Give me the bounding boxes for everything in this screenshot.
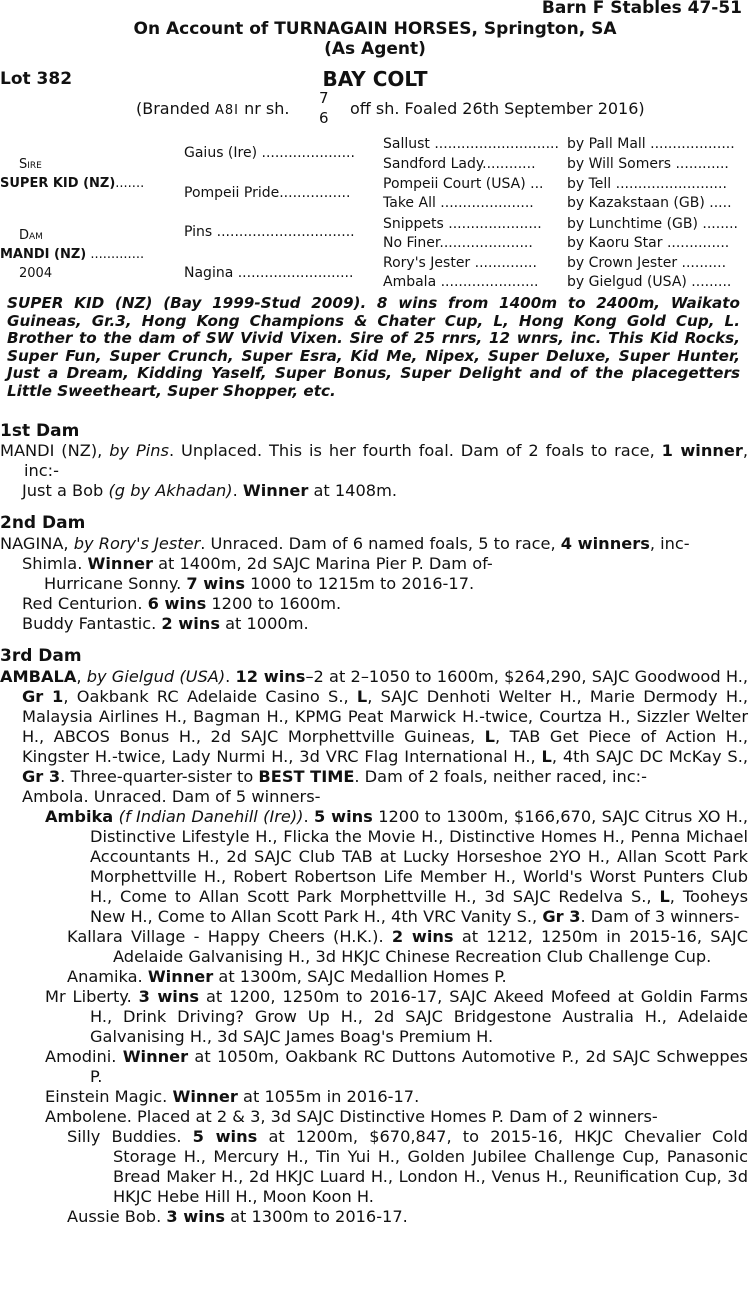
great-grand-progeny: Kallara Village - Happy Cheers (H.K.). 2 wins at 1212, 1250m in 2015-16, SAJC Adelaide Galvanising H., 3d HKJC Chinese Recreation Club Challenge Cup.: [67, 927, 748, 966]
grand-progeny: Mr Liberty. 3 wins at 1200, 1250m to 2016-17, SAJC Akeed Mofeed at Goldin Farms H., Drink Driving? Grow Up H., 2d SAJC Bridgestone Australia H., Adelaide Galvanising H., 3d SAJC James Boag's Premium H.: [45, 987, 748, 1046]
agent-line: (As Agent): [324, 39, 426, 59]
grand-progeny: Amodini. Winner at 1050m, Oakbank RC Duttons Automotive P., 2d SAJC Schweppes P.: [45, 1047, 748, 1086]
g2-item: Snippets .....................: [383, 216, 542, 232]
g3-item: by Pall Mall ...................: [567, 136, 735, 152]
branded-line: [136, 99, 289, 118]
g1-item: Pompeii Pride................: [184, 185, 351, 201]
g1-item: Pins ...............................: [184, 224, 355, 240]
third-dam-progeny: Ambola. Unraced. Dam of 5 winners-: [22, 787, 321, 806]
g2-item: Sallust ............................: [383, 136, 559, 152]
second-dam-progeny: Buddy Fantastic. 2 wins at 1000m.: [22, 614, 309, 633]
g2-item: No Finer.....................: [383, 235, 533, 251]
g3-item: by Will Somers ............: [567, 156, 729, 172]
second-dam-heading: 2nd Dam: [0, 513, 86, 533]
fraction-bottom: 6: [319, 109, 329, 127]
g3-item: by Kaoru Star ..............: [567, 235, 730, 251]
great-grand-progeny: Silly Buddies. 5 wins at 1200m, $670,847, to 2015-16, HKJC Chevalier Cold Storage H., Mercury H., Tin Yui H., Golden Jubilee Challenge Cup, Panasonic Bread Maker H., 2d HKJC Luard H., London H., Venus H., Reunification Cup, 3d HKJC Hebe Hill H., Moon Koon H.: [67, 1127, 749, 1206]
branded-prefix: (Branded: [136, 99, 210, 118]
great-grand-progeny: Aussie Bob. 3 wins at 1300m to 2016-17.: [67, 1207, 408, 1226]
fraction-top: 7: [319, 89, 329, 107]
first-dam-section: [0, 441, 748, 501]
first-dam-heading: 1st Dam: [0, 421, 80, 441]
sire-description: SUPER KID (NZ) (Bay 1999-Stud 2009). 8 wins from 1400m to 2400m, Waikato Guineas, Gr.3, Hong Kong Champions & Chater Cup, L, Hong Kong Gold Cup, L. Brother to the dam of SW Vivid Vixen. Sire of 25 rnrs, 12 wnrs, inc. This Kid Rocks, Super Fun, Super Crunch, Super Esra, Kid Me, Nipex, Super Deluxe, Super Hunter, Just a Dream, Kidding Yaself, Super Bonus, Super Delight and of the placegetters Little Sweetheart, Super Shopper, etc.: [7, 294, 740, 400]
dam-label: Dam: [19, 228, 43, 243]
third-dam-entry: AMBALA, by Gielgud (USA). 12 wins–2 at 2–1050 to 1600m, $264,290, SAJC Goodwood H., Gr 1, Oakbank RC Adelaide Casino S., L, SAJC Denhoti Welter H., Marie Dermody H., Malaysia Airlines H., Bagman H., KPMG Peat Marwick H.-twice, Courtza H., Sizzler Welter H., ABCOS Bonus H., 2d SAJC Morphettville Guineas, L, TAB Get Piece of Action H., Kingster H.-twice, Lady Nurmi H., 3d VRC Flag International H., L, 4th SAJC DC McKay S., Gr 3. Three-quarter-sister to BEST TIME. Dam of 2 foals, neither raced, inc:-: [0, 667, 749, 786]
brand-mark: A8I: [215, 103, 239, 118]
second-dam-section: [0, 534, 748, 634]
branded-suffix: off sh. Foaled 26th September 2016): [350, 99, 645, 118]
grand-progeny: Einstein Magic. Winner at 1055m in 2016-17.: [45, 1087, 420, 1106]
second-dam-entry: NAGINA, by Rory's Jester. Unraced. Dam of 6 named foals, 5 to race, 4 winners, inc-: [0, 534, 690, 553]
g3-item: by Kazakstaan (GB) .....: [567, 195, 732, 211]
g2-item: Pompeii Court (USA) ...: [383, 176, 544, 192]
third-dam-section: [0, 667, 748, 1227]
great-grand-progeny: Anamika. Winner at 1300m, SAJC Medallion Homes P.: [67, 967, 507, 986]
g3-item: by Lunchtime (GB) ........: [567, 216, 739, 232]
second-dam-progeny: Red Centurion. 6 wins 1200 to 1600m.: [22, 594, 342, 613]
g3-item: by Gielgud (USA) .........: [567, 274, 732, 290]
g2-item: Take All .....................: [383, 195, 534, 211]
lot-title: BAY COLT: [322, 67, 428, 91]
third-dam-heading: 3rd Dam: [0, 646, 82, 666]
g2-item: Rory's Jester ..............: [383, 255, 537, 271]
dam-year: 2004: [19, 266, 53, 281]
account-line: On Account of TURNAGAIN HORSES, Springton, SA: [133, 19, 617, 39]
g3-item: by Tell .........................: [567, 176, 727, 192]
first-dam-entry: MANDI (NZ), by Pins. Unplaced. This is her fourth foal. Dam of 2 foals to race, 1 winner, inc:-: [0, 441, 748, 480]
branded-mid: nr sh.: [244, 99, 290, 118]
barn-stables: Barn F Stables 47-51: [541, 0, 742, 18]
first-dam-progeny: Just a Bob (g by Akhadan). Winner at 1408m.: [22, 481, 397, 500]
sire-name: SUPER KID (NZ).......: [0, 176, 145, 191]
dam-name: MANDI (NZ) .............: [0, 247, 145, 262]
grand-progeny: Hurricane Sonny. 7 wins 1000 to 1215m to 2016-17.: [44, 574, 475, 593]
g3-item: by Crown Jester ..........: [567, 255, 727, 271]
grand-progeny: Ambika (f Indian Danehill (Ire)). 5 wins 1200 to 1300m, $166,670, SAJC Citrus XO H., Distinctive Lifestyle H., Flicka the Movie H., Distinctive Homes H., Penna Michael Accountants H., 2d SAJC Club TAB at Lucky Horseshoe 2YO H., Allan Scott Park Morphettville H., Robert Robertson Life Member H., World's Worst Punters Club H., Come to Allan Scott Park Morphettville H., 3d SAJC Redelva S., L, Tooheys New H., Come to Allan Scott Park H., 4th VRC Vanity S., Gr 3. Dam of 3 winners-: [45, 807, 749, 926]
g2-item: Ambala ......................: [383, 274, 539, 290]
sire-label: Sire: [19, 157, 42, 172]
g1-item: Nagina ..........................: [184, 265, 354, 281]
grand-progeny: Ambolene. Placed at 2 & 3, 3d SAJC Distinctive Homes P. Dam of 2 winners-: [45, 1107, 658, 1126]
g2-item: Sandford Lady............: [383, 156, 536, 172]
g1-item: Gaius (Ire) .....................: [184, 145, 355, 161]
lot-number: Lot 382: [0, 69, 73, 89]
second-dam-progeny: Shimla. Winner at 1400m, 2d SAJC Marina Pier P. Dam of-: [22, 554, 493, 573]
